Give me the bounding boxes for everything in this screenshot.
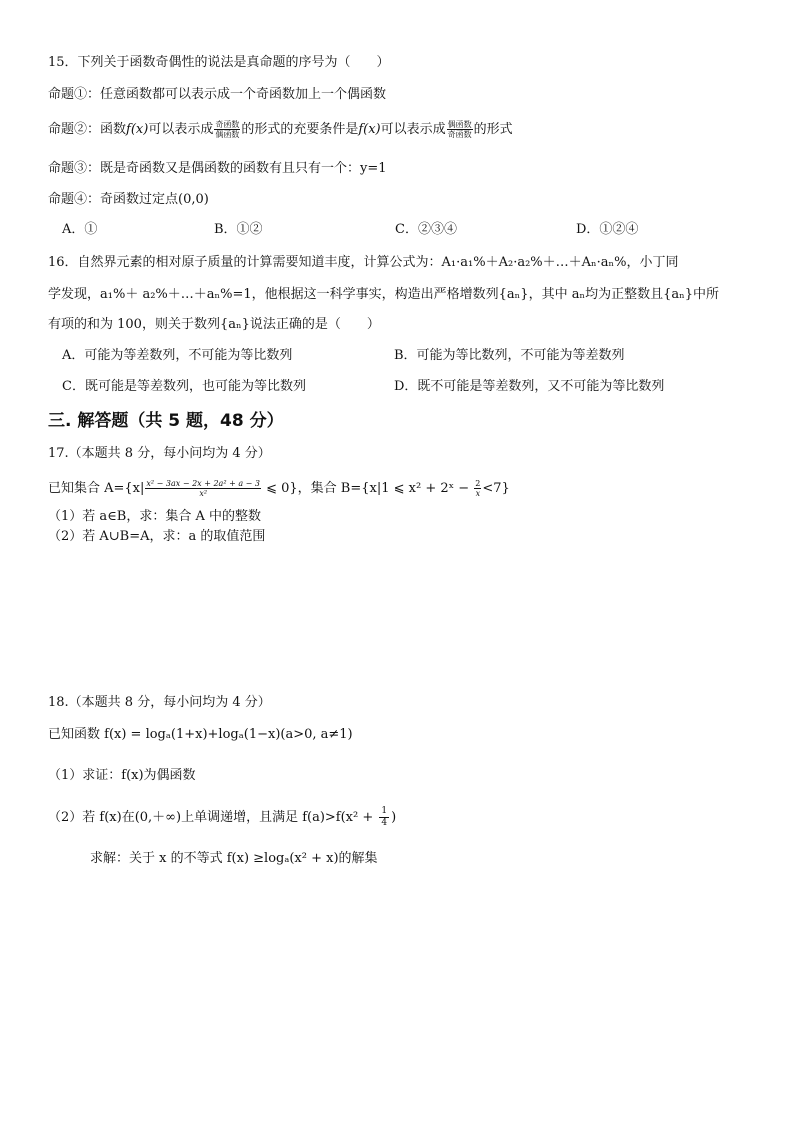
q15-option-a: A．① [62, 222, 98, 237]
q18-subquestion-2-line-2: 求解：关于 x 的不等式 f(x) ≥logₐ(x² + x)的解集 [90, 851, 378, 866]
q18-sub2-frac-den: 4 [381, 818, 388, 828]
q17-frac-den: x² [199, 489, 208, 498]
q18-given: 已知函数 f(x) = logₐ(1+x)+logₐ(1−x)(a>0, a≠1) [48, 727, 353, 742]
q18-header: 18.（本题共 8 分，每小问均为 4 分） [48, 695, 271, 710]
q15-proposition-3: 命题③：既是奇函数又是偶函数的函数有且只有一个：y=1 [48, 161, 387, 176]
q17-header: 17.（本题共 8 分，每小问均为 4 分） [48, 446, 271, 461]
q15-p2-frac2-den: 奇函数 [447, 130, 472, 139]
q15-p2-pre: 命题②：函数 [48, 122, 127, 137]
q15-p2-fraction-1 [214, 120, 240, 139]
q15-p2-mid2: 的形式的充要条件是 [241, 122, 359, 137]
q16-option-b: B．可能为等比数列，不可能为等差数列 [394, 348, 625, 363]
q18-subquestion-2 [48, 806, 396, 830]
q17-subquestion-2: （2）若 A∪B=A，求：a 的取值范围 [48, 529, 266, 544]
q15-proposition-2 [48, 120, 513, 139]
q15-p2-end: 的形式 [473, 122, 513, 137]
q17-set-b-fraction [474, 479, 481, 498]
q17-frac-num: x² − 3ax − 2x + 2a² + a − 3 [146, 479, 260, 488]
q17-subquestion-1: （1）若 a∈B，求：集合 A 中的整数 [48, 509, 261, 524]
q15-p2-mid: 可以表示成 [148, 122, 214, 137]
q15-option-d: D．①②④ [576, 222, 639, 237]
q17-frac2-num: 2 [475, 479, 481, 488]
q16-option-a: A．可能为等差数列，不可能为等比数列 [62, 348, 293, 363]
q15-p2-frac1-num: 奇函数 [215, 120, 240, 129]
q16-stem-line-2: 学发现，a₁%＋ a₂%＋…＋aₙ%=1，他根据这一科学事实，构造出严格增数列{aₙ}，其中 aₙ均为正整数且{aₙ}中所 [48, 287, 719, 302]
q15-p2-mid3: 可以表示成 [380, 122, 446, 137]
q17-frac2-den: x [475, 489, 481, 498]
q18-sub2-frac-num: 1 [381, 806, 388, 816]
q18-sub2-fraction [379, 806, 389, 829]
q18-sub2-pre: （2）若 f(x)在(0,＋∞)上单调递增，且满足 f(a)>f(x² + [48, 810, 378, 825]
q16-option-d: D．既不可能是等差数列，又不可能为等比数列 [394, 379, 665, 394]
q17-given-end: <7} [482, 481, 510, 496]
q15-proposition-1: 命题①：任意函数都可以表示成一个奇函数加上一个偶函数 [48, 87, 387, 102]
q15-stem: 15．下列关于函数奇偶性的说法是真命题的序号为（ ） [48, 55, 390, 70]
q15-p2-frac1-den: 偶函数 [215, 130, 240, 139]
q16-option-c: C．既可能是等差数列，也可能为等比数列 [62, 379, 306, 394]
q17-set-a-fraction [145, 479, 261, 498]
q16-stem-line-1: 16．自然界元素的相对原子质量的计算需要知道丰度，计算公式为：A₁·a₁%＋A₂·a₂%＋…＋Aₙ·aₙ%，小丁同 [48, 255, 679, 270]
q15-option-b: B．①② [214, 222, 263, 237]
q17-given-pre: 已知集合 A={x| [48, 481, 145, 496]
q15-option-c: C．②③④ [395, 222, 457, 237]
q17-given-mid: ⩽ 0}，集合 B={x|1 ⩽ x² + 2ˣ − [261, 481, 474, 496]
q18-sub2-end: ) [391, 810, 397, 825]
q18-subquestion-1: （1）求证：f(x)为偶函数 [48, 768, 196, 783]
q17-given [48, 478, 510, 500]
q15-proposition-4: 命题④：奇函数过定点(0,0) [48, 192, 209, 207]
q15-p2-fx: f(x) [126, 122, 149, 137]
q15-p2-fraction-2 [447, 120, 473, 139]
section-heading: 三. 解答题（共 5 题，48 分） [48, 411, 284, 431]
q15-p2-fx2: f(x) [358, 122, 381, 137]
q15-p2-frac2-num: 偶函数 [447, 120, 472, 129]
q16-stem-line-3: 有项的和为 100，则关于数列{aₙ}说法正确的是（ ） [48, 317, 380, 332]
